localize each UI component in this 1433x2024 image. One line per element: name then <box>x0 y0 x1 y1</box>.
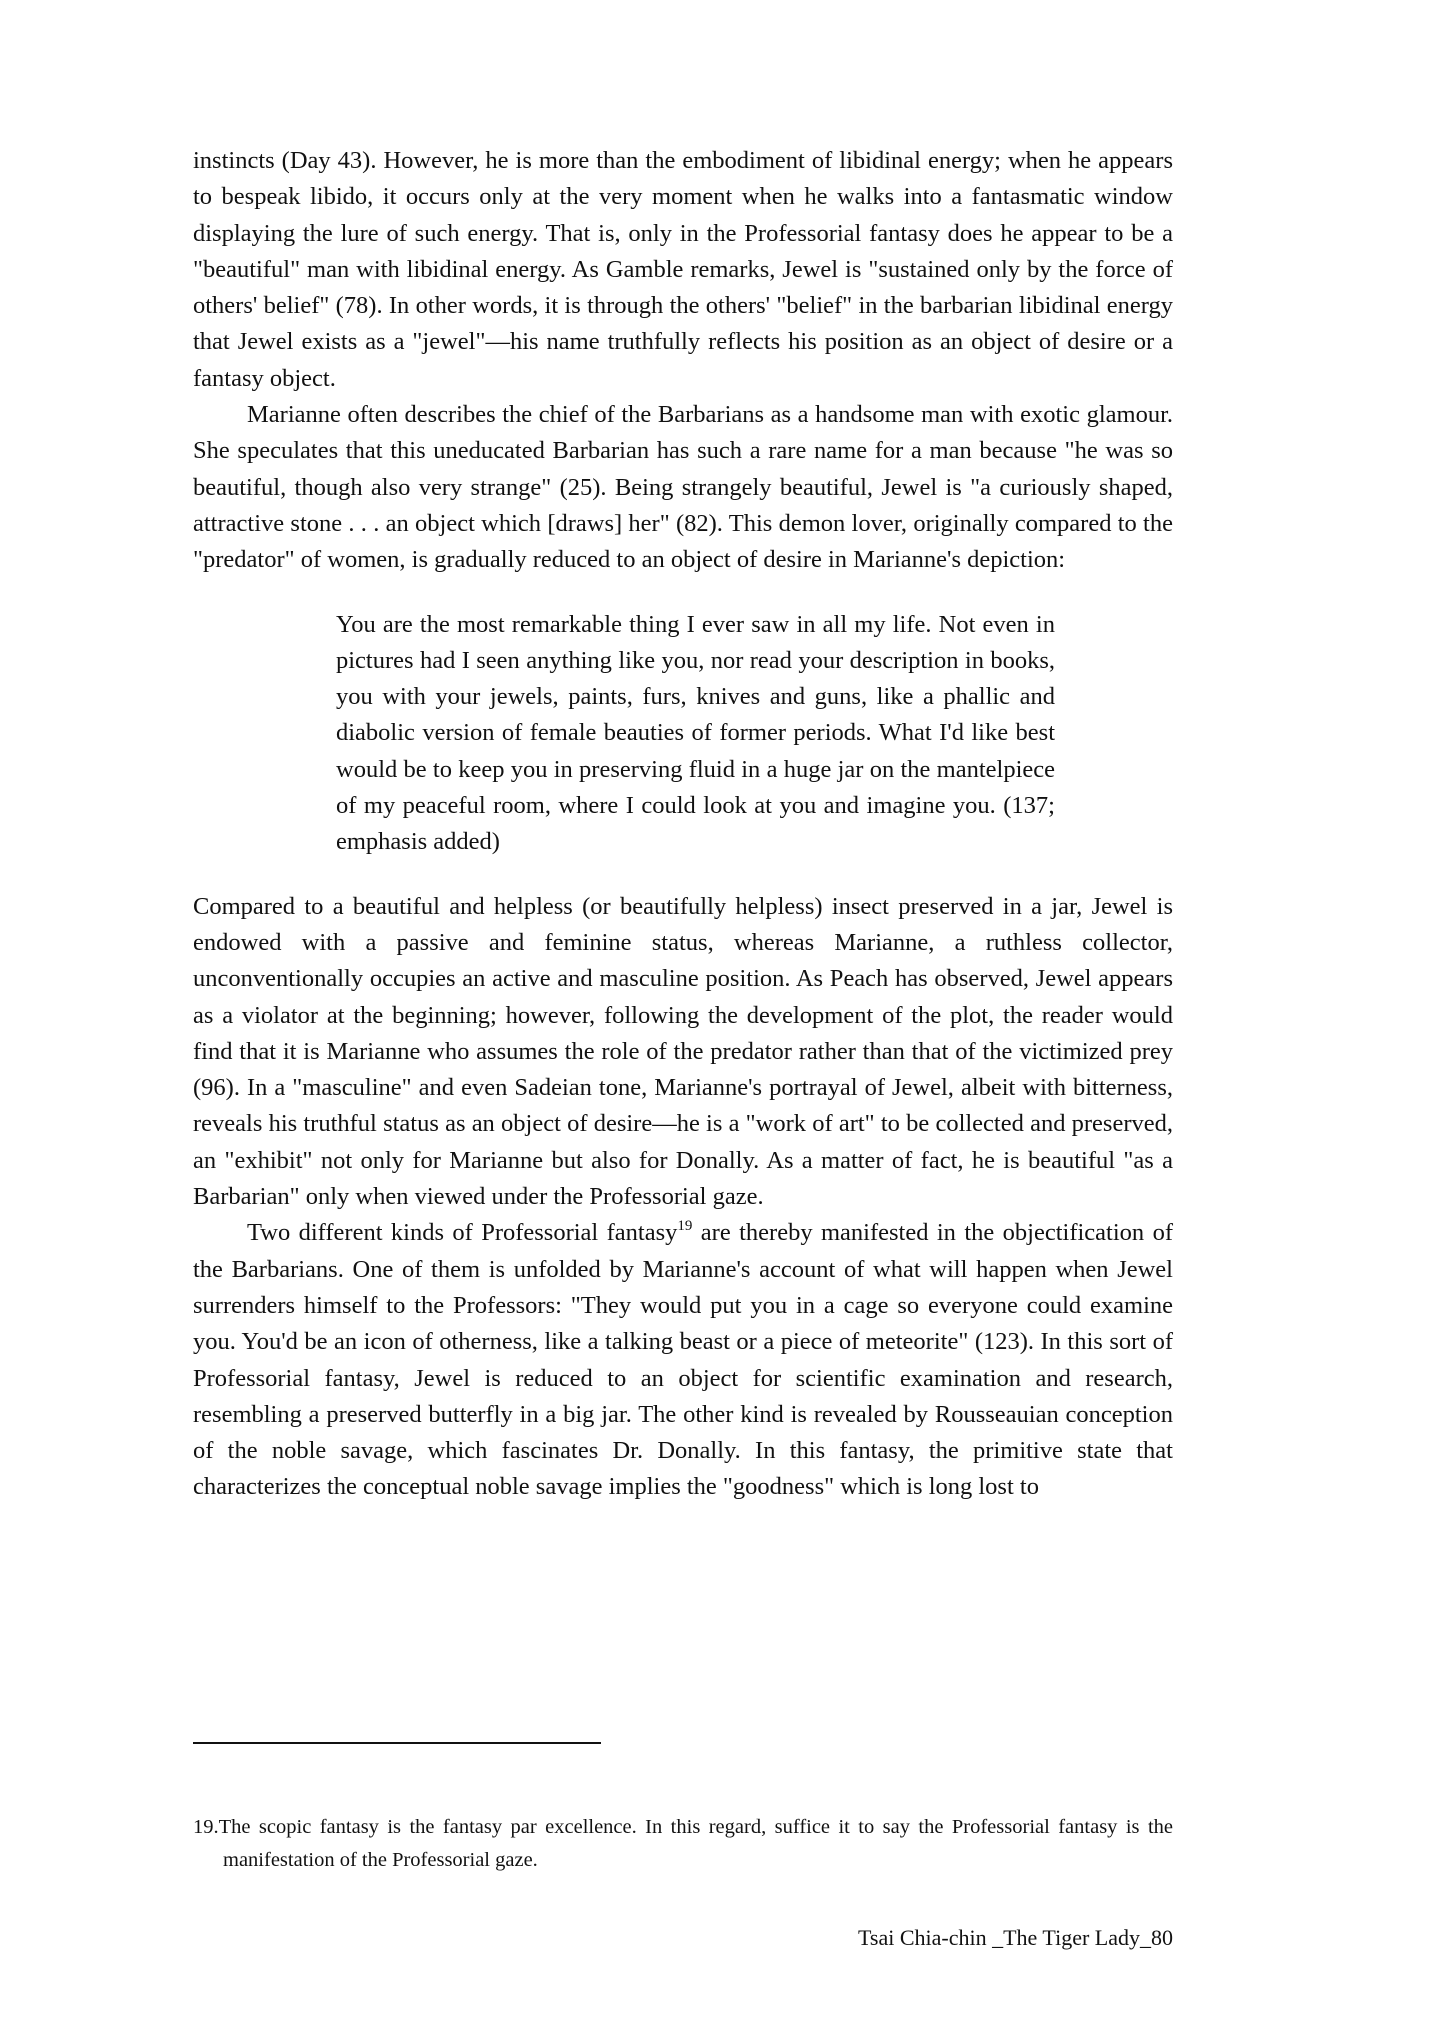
paragraph-4-continuation: are thereby manifested in the objectification of the Barbarians. One of them is unfolded by Marianne's account of what will happen when Jewel surrenders himself to the Professors: "They would put you in a cage so everyone could examine you. You'd be an icon of otherness, like a talking beast or a piece of meteorite" (123). In this sort of Professorial fantasy, Jewel is reduced to an object for scientific examination and research, resembling a preserved butterfly in a big jar. The other kind is revealed by Rousseauian conception of the noble savage, which fascinates Dr. Donally. In this fantasy, the primitive state that characterizes the conceptual noble savage implies the "goodness" which is long lost to <box>193 1219 1173 1501</box>
footnote-separator-line <box>193 1742 601 1744</box>
main-body-text <box>193 143 1173 1506</box>
paragraph-3: Compared to a beautiful and helpless (or beautifully helpless) insect preserved in a jar, Jewel is endowed with a passive and feminine status, whereas Marianne, a ruthless collector, unconventionally occupies an active and masculine position. As Peach has observed, Jewel appears as a violator at the beginning; however, following the development of the plot, the reader would find that it is Marianne who assumes the role of the predator rather than that of the victimized prey (96). In a "masculine" and even Sadeian tone, Marianne's portrayal of Jewel, albeit with bitterness, reveals his truthful status as an object of desire—he is a "work of art" to be collected and preserved, an "exhibit" not only for Marianne but also for Donally. As a matter of fact, he is beautiful "as a Barbarian" only when viewed under the Professorial gaze. <box>193 892 1173 1211</box>
block-quotation: You are the most remarkable thing I ever saw in all my life. Not even in pictures had I seen anything like you, nor read your description in books, you with your jewels, paints, furs, knives and guns, like a phallic and diabolic version of female beauties of former periods. What I'd like best would be to keep you in preserving fluid in a huge jar on the mantelpiece of my peaceful room, where I could look at you and imagine you. (137; emphasis added) <box>336 610 1055 856</box>
paragraph-4 <box>193 1215 1173 1505</box>
footnote-19: 19.The scopic fantasy is the fantasy par excellence. In this regard, suffice it to say the Professorial fantasy is the manifestation of the Professorial gaze. <box>193 1815 1173 1871</box>
paragraph-2: Marianne often describes the chief of the Barbarians as a handsome man with exotic glamour. She speculates that this uneducated Barbarian has such a rare name for a man because "he was so beautiful, though also very strange" (25). Being strangely beautiful, Jewel is "a curiously shaped, attractive stone . . . an object which [draws] her" (82). This demon lover, originally compared to the "predator" of women, is gradually reduced to an object of desire in Marianne's depiction: <box>193 401 1173 574</box>
footnote-reference-19: 19 <box>677 1218 693 1235</box>
paragraph-1: instincts (Day 43). However, he is more than the embodiment of libidinal energy; when he appears to bespeak libido, it occurs only at the very moment when he walks into a fantasmatic window displaying the lure of such energy. That is, only in the Professorial fantasy does he appear to be a "beautiful" man with libidinal energy. As Gamble remarks, Jewel is "sustained only by the force of others' belief" (78). In other words, it is through the others' "belief" in the barbarian libidinal energy that Jewel exists as a "jewel"—his name truthfully reflects his position as an object of desire or a fantasy object. <box>193 147 1173 392</box>
page-footer: Tsai Chia-chin _The Tiger Lady_80 <box>858 1925 1173 1950</box>
paragraph-4-opening: Two different kinds of Professorial fantasy <box>247 1219 678 1247</box>
